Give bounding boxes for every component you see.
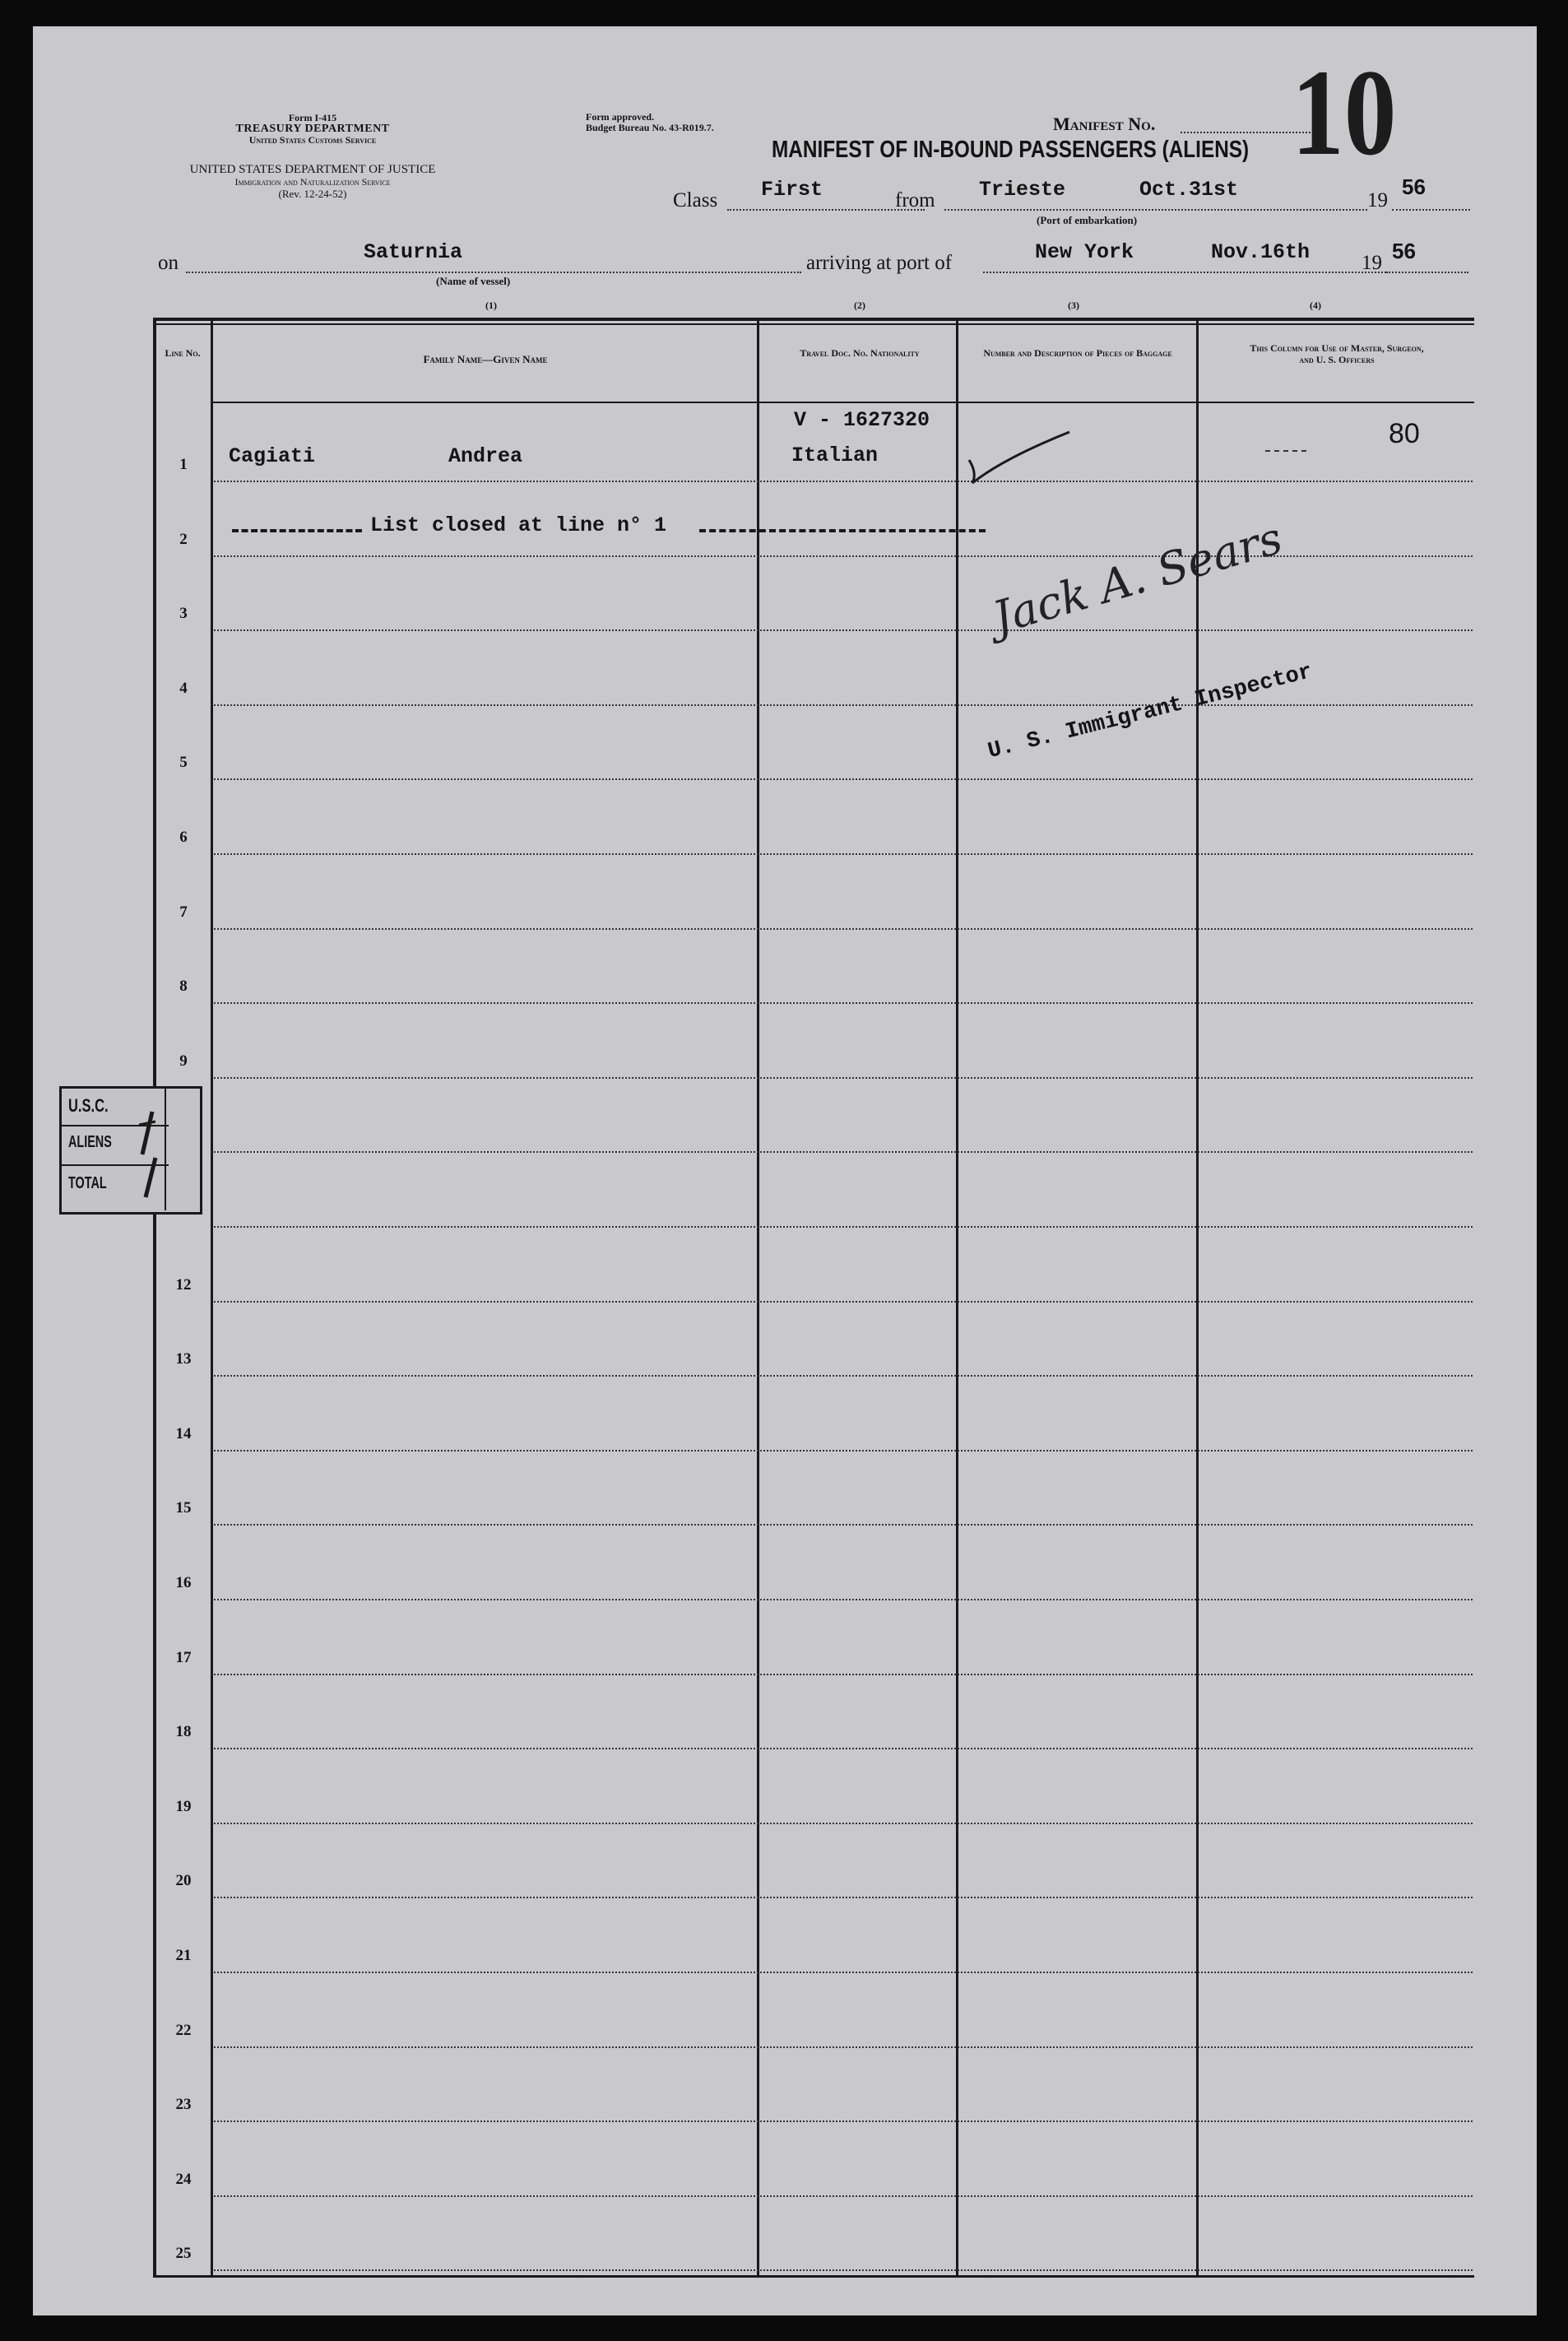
header-officers: This Column for Use of Master, Surgeon, and U. S. Officers — [1250, 342, 1424, 365]
vessel-name: Saturnia — [364, 240, 463, 264]
vessel-dots — [186, 272, 801, 273]
table-top-rule — [153, 318, 1474, 321]
arriving-label: arriving at port of — [806, 252, 953, 274]
embark-date: Oct.31st — [1139, 178, 1239, 202]
inspector-title-stamp: U. S. Immigrant Inspector — [986, 660, 1315, 765]
line-number: 17 — [175, 1649, 192, 1666]
manifest-no-label: Manifest No. — [1053, 114, 1156, 134]
col-num-2: (2) — [854, 300, 865, 311]
check-mark — [930, 401, 1086, 491]
from-dots — [944, 209, 1367, 211]
table-row — [214, 853, 1473, 855]
stamp-usc: U.S.C. — [68, 1095, 109, 1116]
header-travel-doc: Travel Doc. No. Nationality — [800, 347, 920, 359]
year-2: 56 — [1392, 239, 1416, 263]
table-row — [214, 778, 1473, 780]
doj-label: UNITED STATES DEPARTMENT OF JUSTICE — [189, 163, 436, 176]
line-number: 15 — [175, 1499, 192, 1517]
table-row — [214, 1301, 1473, 1303]
stamp-total: TOTAL — [68, 1174, 107, 1192]
stamp-aliens: ALIENS — [68, 1133, 112, 1151]
table-row — [214, 2046, 1473, 2048]
row1-officer-dash — [1265, 450, 1306, 452]
row1-nationality: Italian — [791, 444, 879, 467]
table-row — [214, 928, 1473, 930]
line-number: 14 — [175, 1425, 192, 1442]
table-bottom-rule — [153, 2275, 1474, 2278]
vessel-caption: (Name of vessel) — [436, 275, 511, 287]
line-number: 4 — [179, 680, 188, 697]
year-dots-2 — [1386, 272, 1468, 273]
year-prefix-2: 19 — [1362, 252, 1382, 274]
table-row — [214, 1972, 1473, 1973]
row1-travel-doc: V - 1627320 — [794, 408, 930, 432]
line-number: 5 — [179, 754, 188, 771]
from-value: Trieste — [979, 178, 1066, 202]
row1-given-name: Andrea — [448, 444, 523, 468]
table-row — [214, 1823, 1473, 1824]
table-row — [214, 1524, 1473, 1526]
arrival-port: New York — [1035, 240, 1134, 264]
header-line-no: Line No. — [165, 347, 201, 359]
line-number: 16 — [175, 1574, 192, 1591]
line-number: 18 — [175, 1723, 192, 1740]
line-number: 6 — [179, 829, 188, 846]
rev-label: (Rev. 12-24-52) — [278, 188, 347, 200]
table-row — [214, 1897, 1473, 1898]
col-num-1: (1) — [485, 300, 497, 311]
line-number: 7 — [179, 903, 188, 921]
col-num-3: (3) — [1068, 300, 1079, 311]
table-row — [214, 1450, 1473, 1452]
table-row — [214, 2120, 1473, 2122]
arrival-date: Nov.16th — [1211, 240, 1311, 264]
usc-stamp — [59, 1086, 202, 1215]
line-number: 13 — [175, 1350, 192, 1368]
header-baggage: Number and Description of Pieces of Baggage — [983, 347, 1172, 359]
line-number: 2 — [179, 531, 188, 548]
treasury-dept: TREASURY DEPARTMENT — [235, 123, 390, 135]
list-closed-note: List closed at line n° 1 — [370, 513, 667, 537]
row1-officer-note: 80 — [1389, 418, 1420, 449]
year-dots-1 — [1392, 209, 1470, 211]
line-number: 8 — [179, 978, 188, 995]
table-top-rule-2 — [153, 323, 1474, 325]
port-embark-caption: (Port of embarkation) — [1037, 214, 1138, 226]
table-row — [214, 1151, 1473, 1153]
table-row — [214, 1077, 1473, 1079]
table-row — [214, 2195, 1473, 2197]
header-name: Family Name—Given Name — [423, 353, 548, 365]
class-label: Class — [673, 189, 718, 211]
table-row — [214, 2269, 1473, 2271]
table-row — [214, 629, 1473, 631]
line-number: 20 — [175, 1872, 192, 1889]
table-row — [214, 1226, 1473, 1228]
line-number: 22 — [175, 2022, 192, 2039]
closed-dash-left — [232, 529, 362, 532]
col-num-4: (4) — [1310, 300, 1321, 311]
line-number: 24 — [175, 2171, 192, 2188]
on-label: on — [158, 252, 179, 274]
col-divider-4 — [1196, 319, 1199, 2278]
header-bottom-rule — [211, 402, 1474, 403]
col-divider-3 — [956, 319, 958, 2278]
budget-bureau: Budget Bureau No. 43-R019.7. — [586, 122, 714, 133]
col-divider-2 — [757, 319, 759, 2278]
table-row — [214, 1748, 1473, 1749]
line-number: 25 — [175, 2245, 192, 2262]
year-prefix-1: 19 — [1367, 189, 1388, 211]
line-number: 19 — [175, 1798, 192, 1815]
stamp-tally-marks — [131, 1105, 164, 1204]
manifest-title: MANIFEST OF IN-BOUND PASSENGERS (ALIENS) — [772, 137, 1250, 163]
from-label: from — [895, 189, 935, 211]
ins-label: Immigration and Naturalization Service — [234, 176, 391, 188]
line-number: 9 — [179, 1052, 188, 1070]
table-row — [214, 704, 1473, 706]
stamp-rule-v — [165, 1089, 166, 1210]
table-row — [214, 481, 1473, 482]
table-row — [214, 1375, 1473, 1377]
table-row — [214, 1674, 1473, 1675]
form-approved: Form approved. — [586, 111, 655, 123]
year-1: 56 — [1402, 174, 1426, 199]
line-number: 3 — [179, 605, 188, 622]
inspector-signature: Jack A. Sears — [987, 512, 1288, 644]
manifest-page — [33, 26, 1537, 2315]
class-value: First — [761, 178, 823, 202]
line-number: 1 — [179, 456, 188, 473]
arrival-dots — [983, 272, 1386, 273]
table-row — [214, 1599, 1473, 1600]
customs-service: United States Customs Service — [248, 134, 377, 146]
closed-dash-right — [699, 529, 986, 532]
row1-family-name: Cagiati — [229, 444, 316, 468]
manifest-number: 10 — [1292, 44, 1397, 181]
line-number: 23 — [175, 2096, 192, 2113]
table-row — [214, 1002, 1473, 1004]
line-number: 21 — [175, 1947, 192, 1964]
line-number: 12 — [175, 1276, 192, 1294]
form-number: Form I-415 — [288, 112, 337, 123]
